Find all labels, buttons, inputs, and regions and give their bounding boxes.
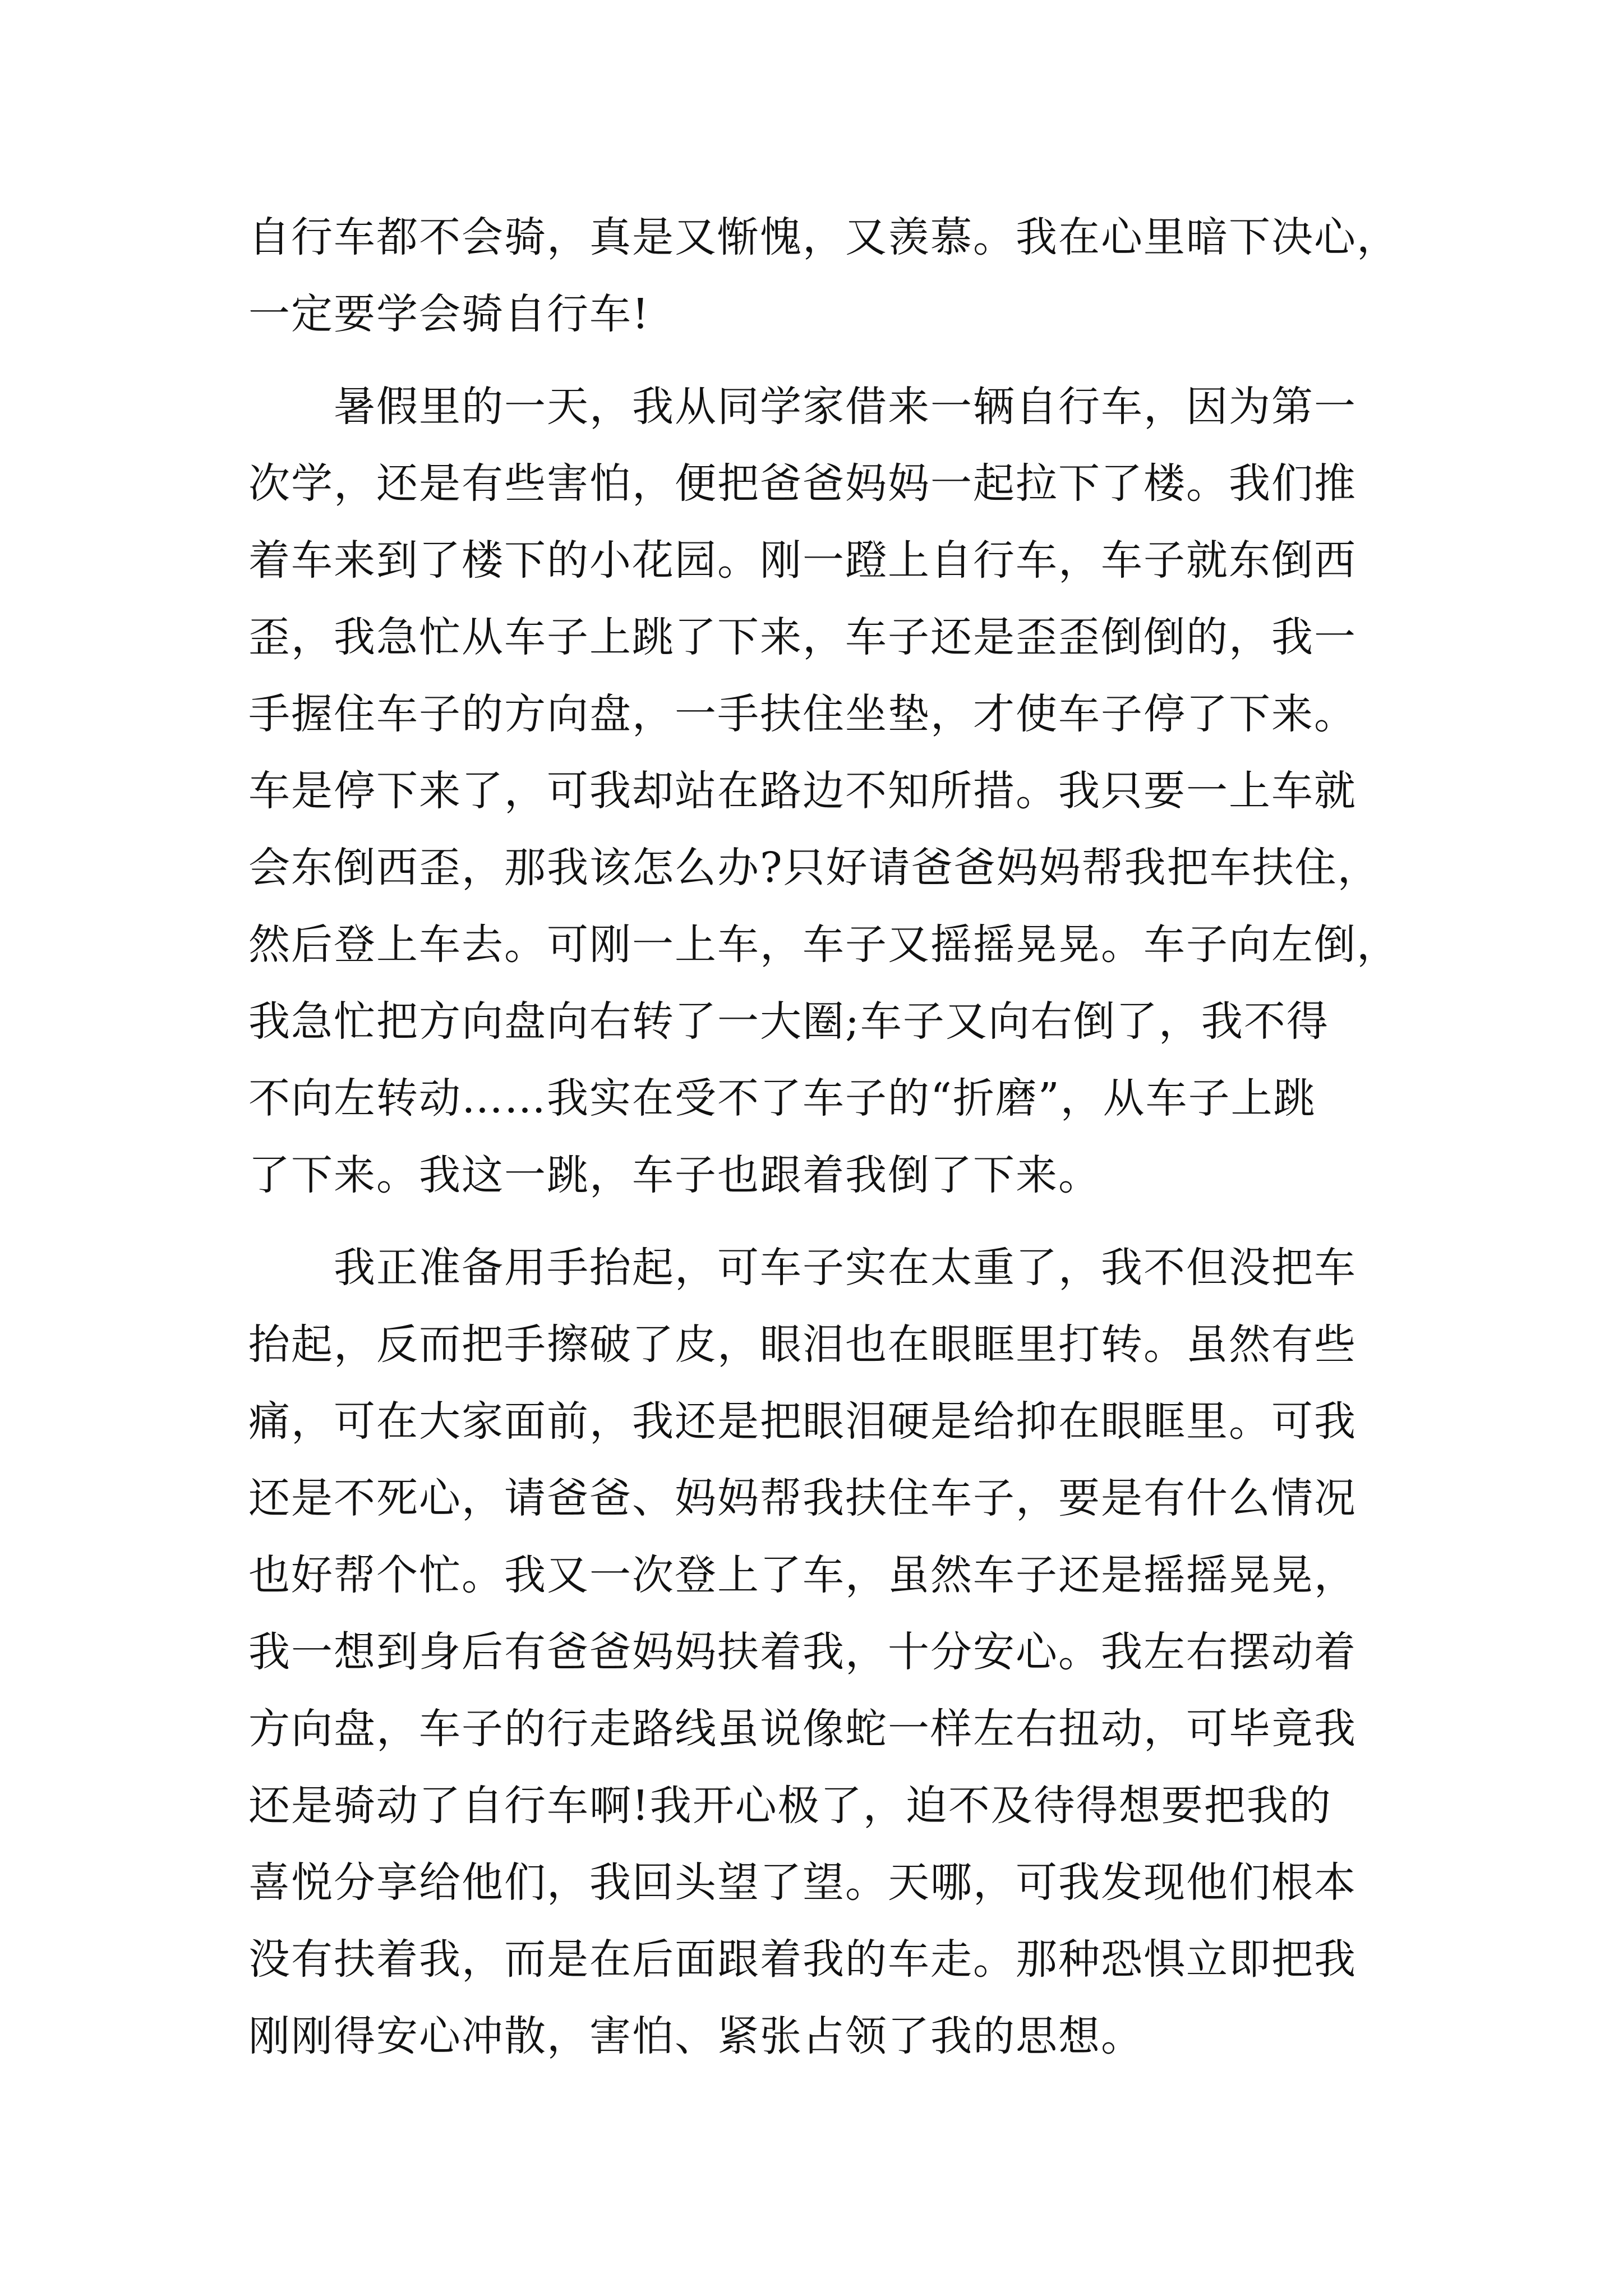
- text-line: 暑假里的一天，我从同学家借来一辆自行车，因为第一: [248, 383, 1357, 431]
- text-line: 没有扶着我，而是在后面跟着我的车走。那种恐惧立即把我: [248, 1935, 1357, 1984]
- text-line: 抬起，反而把手擦破了皮，眼泪也在眼眶里打转。虽然有些: [248, 1320, 1357, 1369]
- paragraph-3: [248, 1230, 1404, 2075]
- text-line: 喜悦分享给他们，我回头望了望。天哪，可我发现他们根本: [248, 1858, 1357, 1907]
- text-line: 次学，还是有些害怕，便把爸爸妈妈一起拉下了楼。我们推: [248, 459, 1357, 508]
- document-body: [248, 199, 1404, 2075]
- text-line: 我急忙把方向盘向右转了一大圈;车子又向右倒了，我不得: [248, 997, 1329, 1046]
- text-line: 还是骑动了自行车啊!我开心极了，迫不及待得想要把我的: [248, 1782, 1332, 1830]
- text-line: 了下来。我这一跳，车子也跟着我倒了下来。: [248, 1151, 1101, 1199]
- text-line: 着车来到了楼下的小花园。刚一蹬上自行车，车子就东倒西: [248, 536, 1357, 585]
- text-line: 刚刚得安心冲散，害怕、紧张占领了我的思想。: [248, 2012, 1144, 2060]
- text-line: 也好帮个忙。我又一次登上了车，虽然车子还是摇摇晃晃，: [248, 1551, 1357, 1599]
- text-line: 歪，我急忙从车子上跳了下来，车子还是歪歪倒倒的，我一: [248, 613, 1357, 661]
- text-line: 还是不死心，请爸爸、妈妈帮我扶住车子，要是有什么情况: [248, 1474, 1357, 1522]
- paragraph-2: [248, 369, 1404, 1214]
- text-line: 一定要学会骑自行车!: [248, 290, 650, 338]
- text-line: 然后登上车去。可刚一上车，车子又摇摇晃晃。车子向左倒，: [248, 921, 1399, 969]
- text-line: 我一想到身后有爸爸妈妈扶着我，十分安心。我左右摆动着: [248, 1628, 1357, 1676]
- text-line: 车是停下来了，可我却站在路边不知所措。我只要一上车就: [248, 767, 1357, 815]
- text-line: 痛，可在大家面前，我还是把眼泪硬是给抑在眼眶里。可我: [248, 1397, 1357, 1446]
- text-line: 会东倒西歪，那我该怎么办?只好请爸爸妈妈帮我把车扶住，: [248, 844, 1380, 892]
- paragraph-1: [248, 199, 1404, 353]
- text-line: 手握住车子的方向盘，一手扶住坐垫，才使车子停了下来。: [248, 690, 1357, 738]
- text-line: 我正准备用手抬起，可车子实在太重了，我不但没把车: [248, 1244, 1357, 1292]
- text-line: 方向盘，车子的行走路线虽说像蛇一样左右扭动，可毕竟我: [248, 1705, 1357, 1753]
- text-line: 自行车都不会骑，真是又惭愧，又羡慕。我在心里暗下决心，: [248, 213, 1399, 261]
- text-line: 不向左转动……我实在受不了车子的“折磨”，从车子上跳: [248, 1074, 1316, 1122]
